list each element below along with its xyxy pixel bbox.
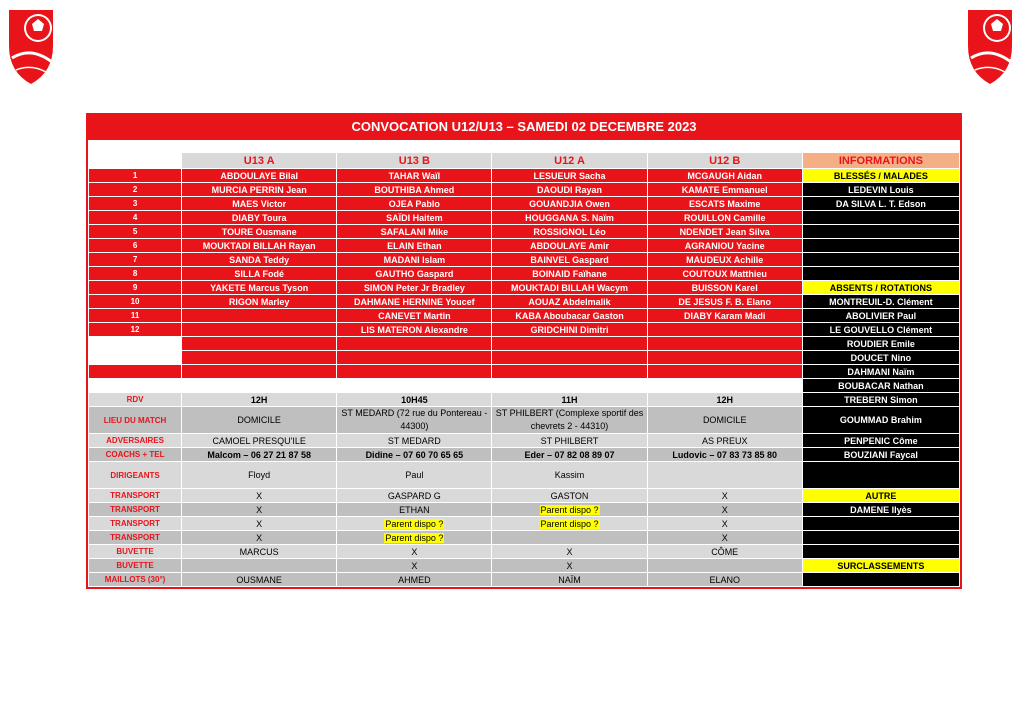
player-name — [647, 365, 802, 379]
player-name: ROSSIGNOL Léo — [492, 225, 647, 239]
info-entry: DAMENE Ilyès — [802, 503, 959, 517]
info-section-title: SURCLASSEMENTS — [802, 559, 959, 573]
player-name: YAKETE Marcus Tyson — [182, 281, 337, 295]
row-number: 1 — [89, 169, 182, 183]
row-value: X — [182, 489, 337, 503]
player-name: GOUANDJIA Owen — [492, 197, 647, 211]
player-name: LIS MATERON Alexandre — [337, 323, 492, 337]
row-label: TRANSPORT — [89, 531, 182, 545]
player-name: MADANI Islam — [337, 253, 492, 267]
player-name: GRIDCHINI Dimitri — [492, 323, 647, 337]
row-number: 11 — [89, 309, 182, 323]
player-name: BOUTHIBA Ahmed — [337, 183, 492, 197]
player-name — [337, 337, 492, 351]
player-name — [182, 351, 337, 365]
row-value: 12H — [647, 393, 802, 407]
player-name: SIMON Peter Jr Bradley — [337, 281, 492, 295]
row-number — [89, 337, 182, 351]
header-spacer — [89, 153, 182, 169]
row-value: ST PHILBERT — [492, 434, 647, 448]
info-section-title: BLESSÉS / MALADES — [802, 169, 959, 183]
player-name: AGRANIOU Yacine — [647, 239, 802, 253]
info-entry: MONTREUIL-D. Clément — [802, 295, 959, 309]
parent-needed-badge: Parent dispo ? — [385, 518, 444, 529]
column-header: U12 A — [492, 153, 647, 169]
row-value: X — [182, 503, 337, 517]
player-name — [182, 337, 337, 351]
row-label: TRANSPORT — [89, 503, 182, 517]
player-name: ABDOULAYE Bilal — [182, 169, 337, 183]
player-name — [492, 337, 647, 351]
player-name — [337, 365, 492, 379]
player-row — [89, 351, 960, 365]
player-name: NDENDET Jean Silva — [647, 225, 802, 239]
row-number: 2 — [89, 183, 182, 197]
info-entry — [802, 545, 959, 559]
row-value — [337, 531, 492, 545]
meta-row — [89, 531, 960, 545]
row-value — [492, 531, 647, 545]
meta-row — [89, 503, 960, 517]
player-name — [647, 351, 802, 365]
header-row — [89, 153, 960, 169]
player-row — [89, 281, 960, 295]
player-row — [89, 295, 960, 309]
club-crest-icon — [965, 6, 1015, 86]
info-entry: ABOLIVIER Paul — [802, 309, 959, 323]
row-value: X — [182, 531, 337, 545]
row-value: GASTON — [492, 489, 647, 503]
info-section-title: AUTRE — [802, 489, 959, 503]
player-name — [647, 323, 802, 337]
row-label: LIEU DU MATCH — [89, 407, 182, 434]
row-value: ST MEDARD (72 rue du Pontereau - 44300) — [337, 407, 492, 434]
meta-row — [89, 393, 960, 407]
player-row — [89, 169, 960, 183]
row-value: Didine – 07 60 70 65 65 — [337, 448, 492, 462]
row-label: BUVETTE — [89, 559, 182, 573]
row-value: 12H — [182, 393, 337, 407]
row-value: X — [647, 517, 802, 531]
player-name: DAHMANE HERNINE Youcef — [337, 295, 492, 309]
info-entry: GOUMMAD Brahim — [802, 407, 959, 434]
parent-needed-badge: Parent dispo ? — [385, 532, 444, 543]
player-row — [89, 225, 960, 239]
column-header: U13 B — [337, 153, 492, 169]
player-name — [337, 351, 492, 365]
row-number: 7 — [89, 253, 182, 267]
player-name — [182, 323, 337, 337]
player-name: KAMATE Emmanuel — [647, 183, 802, 197]
info-entry — [802, 517, 959, 531]
player-name: MOUKTADI BILLAH Wacym — [492, 281, 647, 295]
player-row — [89, 337, 960, 351]
player-row — [89, 253, 960, 267]
player-name: DAOUDI Rayan — [492, 183, 647, 197]
info-entry — [802, 211, 959, 225]
row-value: GASPARD G — [337, 489, 492, 503]
row-value: X — [337, 545, 492, 559]
spacer — [88, 139, 960, 152]
row-label: TRANSPORT — [89, 517, 182, 531]
player-name: MAES Victor — [182, 197, 337, 211]
player-name: GAUTHO Gaspard — [337, 267, 492, 281]
player-name: COUTOUX Matthieu — [647, 267, 802, 281]
convocation-sheet — [86, 113, 962, 589]
row-value: Floyd — [182, 462, 337, 489]
row-value: ETHAN — [337, 503, 492, 517]
row-value: X — [492, 545, 647, 559]
row-number: 10 — [89, 295, 182, 309]
row-value — [337, 517, 492, 531]
info-entry: DA SILVA L. T. Edson — [802, 197, 959, 211]
info-entry — [802, 531, 959, 545]
row-label: MAILLOTS (30°) — [89, 573, 182, 587]
row-value: NAÏM — [492, 573, 647, 587]
player-name: BOINAID Faïhane — [492, 267, 647, 281]
row-value: AHMED — [337, 573, 492, 587]
player-row — [89, 267, 960, 281]
meta-row — [89, 448, 960, 462]
row-value: ELANO — [647, 573, 802, 587]
row-value: X — [492, 559, 647, 573]
player-name: MOUKTADI BILLAH Rayan — [182, 239, 337, 253]
row-value: X — [647, 503, 802, 517]
club-crest-icon — [6, 6, 56, 86]
page-title: CONVOCATION U12/U13 – SAMEDI 02 DECEMBRE 2023 — [88, 115, 960, 139]
parent-needed-badge: Parent dispo ? — [540, 518, 599, 529]
player-row — [89, 309, 960, 323]
player-name: TOURE Ousmane — [182, 225, 337, 239]
info-entry: DAHMANI Naïm — [802, 365, 959, 379]
row-number — [89, 351, 182, 365]
info-entry — [802, 573, 959, 587]
meta-row — [89, 573, 960, 587]
row-value: ST MEDARD — [337, 434, 492, 448]
row-value: MARCUS — [182, 545, 337, 559]
row-value: X — [647, 489, 802, 503]
row-number: 8 — [89, 267, 182, 281]
row-label: BUVETTE — [89, 545, 182, 559]
player-name: BAINVEL Gaspard — [492, 253, 647, 267]
row-value: Ludovic – 07 83 73 85 80 — [647, 448, 802, 462]
row-number: 6 — [89, 239, 182, 253]
player-name: AOUAZ Abdelmalik — [492, 295, 647, 309]
row-value: AS PREUX — [647, 434, 802, 448]
info-entry: DOUCET Nino — [802, 351, 959, 365]
player-name: TAHAR Waïl — [337, 169, 492, 183]
row-value: Malcom – 06 27 21 87 58 — [182, 448, 337, 462]
player-name: MAUDEUX Achille — [647, 253, 802, 267]
player-row — [89, 211, 960, 225]
player-name: DE JESUS F. B. Elano — [647, 295, 802, 309]
player-name: LESUEUR Sacha — [492, 169, 647, 183]
info-entry — [802, 225, 959, 239]
info-entry: BOUZIANI Faycal — [802, 448, 959, 462]
spacer-row — [89, 379, 960, 393]
row-value — [647, 462, 802, 489]
info-entry: LE GOUVELLO Clément — [802, 323, 959, 337]
row-label: ADVERSAIRES — [89, 434, 182, 448]
spacer — [89, 379, 803, 393]
row-value: X — [182, 517, 337, 531]
row-value: 11H — [492, 393, 647, 407]
row-value: Eder – 07 82 08 89 07 — [492, 448, 647, 462]
row-number: 3 — [89, 197, 182, 211]
meta-row — [89, 407, 960, 434]
player-row — [89, 323, 960, 337]
info-entry: PENPENIC Côme — [802, 434, 959, 448]
row-value — [492, 503, 647, 517]
player-name: ABDOULAYE Amir — [492, 239, 647, 253]
info-entry — [802, 253, 959, 267]
player-name: SAFALANI Mike — [337, 225, 492, 239]
player-name — [182, 365, 337, 379]
row-value: OUSMANE — [182, 573, 337, 587]
player-name: ELAIN Ethan — [337, 239, 492, 253]
row-value: 10H45 — [337, 393, 492, 407]
parent-needed-badge: Parent dispo ? — [540, 504, 599, 515]
row-value: DOMICILE — [182, 407, 337, 434]
player-name: HOUGGANA S. Naïm — [492, 211, 647, 225]
player-name: CANEVET Martin — [337, 309, 492, 323]
player-row — [89, 365, 960, 379]
player-row — [89, 183, 960, 197]
info-section-title: ABSENTS / ROTATIONS — [802, 281, 959, 295]
row-number: 5 — [89, 225, 182, 239]
player-name: RIGON Marley — [182, 295, 337, 309]
row-number: 9 — [89, 281, 182, 295]
meta-row — [89, 517, 960, 531]
meta-row — [89, 434, 960, 448]
player-row — [89, 197, 960, 211]
player-name: BUISSON Karel — [647, 281, 802, 295]
row-value — [182, 559, 337, 573]
player-name: MCGAUGH Aidan — [647, 169, 802, 183]
row-number: 4 — [89, 211, 182, 225]
row-value: X — [647, 531, 802, 545]
player-name: OJEA Pablo — [337, 197, 492, 211]
convocation-table — [88, 152, 960, 587]
row-value: CÔME — [647, 545, 802, 559]
info-entry — [802, 239, 959, 253]
meta-row — [89, 545, 960, 559]
meta-row — [89, 489, 960, 503]
player-name: ESCATS Maxime — [647, 197, 802, 211]
row-value: DOMICILE — [647, 407, 802, 434]
row-label: DIRIGEANTS — [89, 462, 182, 489]
info-entry — [802, 267, 959, 281]
row-value: Kassim — [492, 462, 647, 489]
player-name: ROUILLON Camille — [647, 211, 802, 225]
info-entry: LEDEVIN Louis — [802, 183, 959, 197]
player-name — [492, 365, 647, 379]
player-name: KABA Aboubacar Gaston — [492, 309, 647, 323]
player-name — [647, 337, 802, 351]
column-header: U12 B — [647, 153, 802, 169]
player-name — [492, 351, 647, 365]
player-name — [182, 309, 337, 323]
info-entry: ROUDIER Emile — [802, 337, 959, 351]
player-row — [89, 239, 960, 253]
row-value: CAMOEL PRESQU'ILE — [182, 434, 337, 448]
meta-row — [89, 462, 960, 489]
row-value: ST PHILBERT (Complexe sportif des chevrets 2 - 44310) — [492, 407, 647, 434]
row-value: Paul — [337, 462, 492, 489]
player-name: MURCIA PERRIN Jean — [182, 183, 337, 197]
row-label: COACHS + TEL — [89, 448, 182, 462]
column-header: INFORMATIONS — [802, 153, 959, 169]
column-header: U13 A — [182, 153, 337, 169]
row-label: TRANSPORT — [89, 489, 182, 503]
row-value — [647, 559, 802, 573]
player-name: DIABY Karam Madi — [647, 309, 802, 323]
player-name: SANDA Teddy — [182, 253, 337, 267]
meta-row — [89, 559, 960, 573]
player-name: SAÏDI Haitem — [337, 211, 492, 225]
player-name: SILLA Fodé — [182, 267, 337, 281]
info-entry: TREBERN Simon — [802, 393, 959, 407]
info-entry — [802, 462, 959, 489]
info-entry: BOUBACAR Nathan — [802, 379, 959, 393]
row-number — [89, 365, 182, 379]
row-value — [492, 517, 647, 531]
row-number: 12 — [89, 323, 182, 337]
player-name: DIABY Toura — [182, 211, 337, 225]
row-value: X — [337, 559, 492, 573]
row-label: RDV — [89, 393, 182, 407]
